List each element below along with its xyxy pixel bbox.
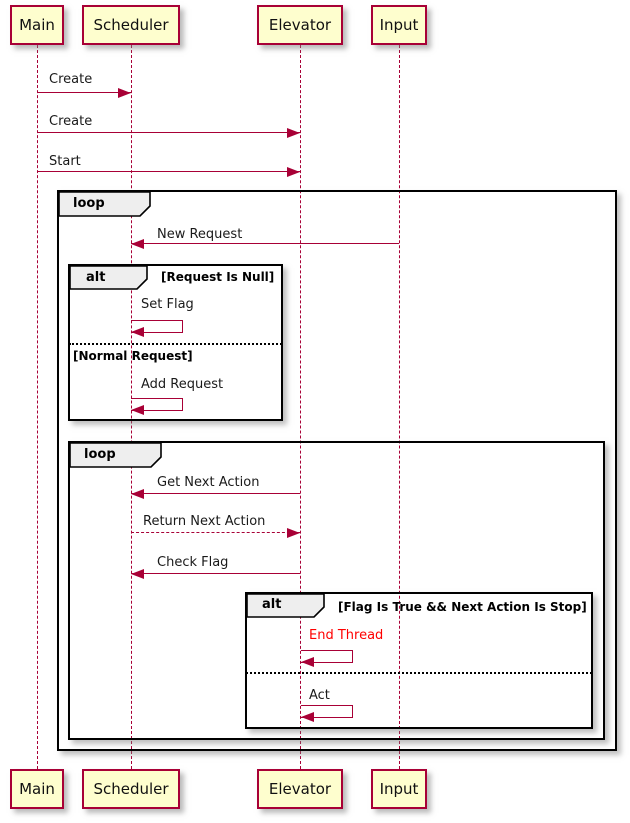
message-get-next-action-label: Get Next Action xyxy=(157,475,260,490)
message-start-line xyxy=(37,171,300,172)
arrowhead-right-icon xyxy=(118,88,131,98)
participant-input-top-label: Input xyxy=(379,16,419,34)
action-alt-divider xyxy=(246,672,592,674)
lifeline-main xyxy=(37,45,38,769)
participant-scheduler-bottom-label: Scheduler xyxy=(93,780,169,798)
participant-elevator-top-label: Elevator xyxy=(268,16,332,34)
message-create-scheduler-line xyxy=(37,92,131,93)
outer-loop-label: loop xyxy=(73,196,105,211)
message-act-label: Act xyxy=(309,688,330,703)
participant-main-bottom-label: Main xyxy=(19,780,55,798)
message-get-next-action-line xyxy=(131,493,300,494)
message-create-elevator-line xyxy=(37,132,300,133)
request-alt-condition: [Request Is Null] xyxy=(161,270,275,284)
arrowhead-left-icon xyxy=(131,489,144,499)
message-check-flag-line xyxy=(131,573,300,574)
arrowhead-left-icon xyxy=(301,657,314,667)
message-check-flag-label: Check Flag xyxy=(157,555,229,570)
action-alt-label: alt xyxy=(262,597,282,612)
message-new-request-label: New Request xyxy=(157,227,243,242)
message-create-scheduler-label: Create xyxy=(49,72,93,87)
participant-input-bottom xyxy=(371,769,427,809)
participant-scheduler-bottom xyxy=(82,769,180,809)
action-alt-tab xyxy=(247,594,325,622)
participant-main-bottom xyxy=(10,769,64,809)
arrowhead-left-icon xyxy=(131,569,144,579)
message-return-next-action-line xyxy=(131,532,300,533)
inner-loop-label: loop xyxy=(84,447,116,462)
request-alt-label: alt xyxy=(86,270,106,285)
arrowhead-right-icon xyxy=(287,128,300,138)
arrowhead-left-icon xyxy=(301,712,314,722)
message-start-label: Start xyxy=(49,154,81,169)
participant-elevator-bottom-label: Elevator xyxy=(268,780,332,798)
request-alt-else-condition: [Normal Request] xyxy=(73,349,193,363)
arrowhead-right-icon xyxy=(287,167,300,177)
arrowhead-left-icon xyxy=(131,239,144,249)
message-return-next-action-label: Return Next Action xyxy=(143,514,266,529)
participant-input-top xyxy=(371,5,427,45)
arrowhead-left-icon xyxy=(131,405,144,415)
participant-main-top-label: Main xyxy=(19,16,55,34)
participant-scheduler-top xyxy=(82,5,180,45)
request-alt-divider xyxy=(69,343,282,345)
message-add-request-label: Add Request xyxy=(141,377,224,392)
request-alt-tab xyxy=(70,266,148,294)
message-end-thread-label: End Thread xyxy=(309,628,384,643)
arrowhead-left-icon xyxy=(131,327,144,337)
participant-input-bottom-label: Input xyxy=(379,780,419,798)
message-set-flag-label: Set Flag xyxy=(141,297,194,312)
message-create-elevator-label: Create xyxy=(49,114,93,129)
participant-elevator-top xyxy=(257,5,343,45)
message-new-request-line xyxy=(131,243,399,244)
arrowhead-right-icon xyxy=(287,528,300,538)
action-alt-condition: [Flag Is True && Next Action Is Stop] xyxy=(338,600,587,614)
participant-scheduler-top-label: Scheduler xyxy=(93,16,169,34)
participant-elevator-bottom xyxy=(257,769,343,809)
participant-main-top xyxy=(10,5,64,45)
